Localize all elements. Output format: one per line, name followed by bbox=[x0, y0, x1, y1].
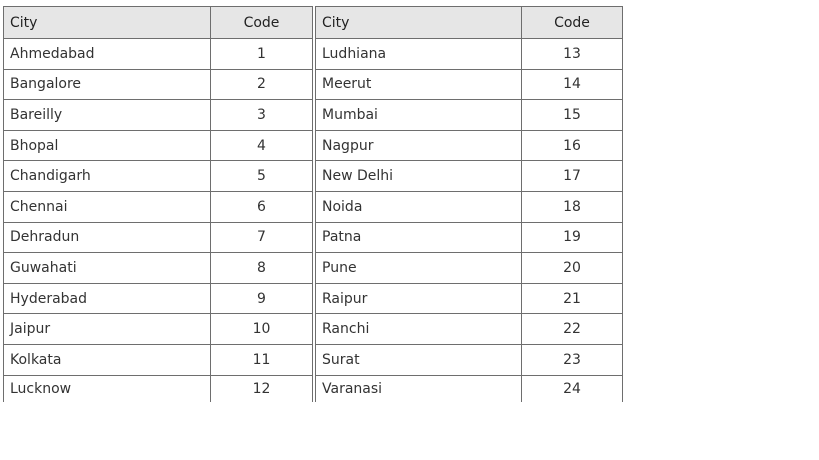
code-cell: 13 bbox=[522, 39, 623, 70]
table-row bbox=[4, 191, 313, 222]
code-cell: 10 bbox=[211, 314, 313, 345]
city-cell: Varanasi bbox=[316, 375, 522, 402]
code-cell: 16 bbox=[522, 130, 623, 161]
table-row bbox=[4, 222, 313, 253]
city-cell: Dehradun bbox=[4, 222, 211, 253]
code-cell: 12 bbox=[211, 375, 313, 402]
city-cell: Guwahati bbox=[4, 253, 211, 284]
code-cell: 1 bbox=[211, 39, 313, 70]
code-column-header: Code bbox=[211, 7, 313, 39]
code-column-header: Code bbox=[522, 7, 623, 39]
code-cell: 14 bbox=[522, 69, 623, 100]
code-cell: 8 bbox=[211, 253, 313, 284]
code-cell: 2 bbox=[211, 69, 313, 100]
city-code-table-left bbox=[3, 6, 313, 402]
table-row bbox=[316, 253, 623, 284]
city-cell: Kolkata bbox=[4, 344, 211, 375]
city-column-header: City bbox=[4, 7, 211, 39]
table-row bbox=[316, 191, 623, 222]
city-cell: Ludhiana bbox=[316, 39, 522, 70]
code-cell: 11 bbox=[211, 344, 313, 375]
city-cell: Chandigarh bbox=[4, 161, 211, 192]
city-cell: Chennai bbox=[4, 191, 211, 222]
table-row bbox=[4, 39, 313, 70]
table-row bbox=[4, 69, 313, 100]
code-cell: 23 bbox=[522, 344, 623, 375]
city-cell: Ranchi bbox=[316, 314, 522, 345]
table-row bbox=[4, 375, 313, 402]
table-row bbox=[4, 253, 313, 284]
code-cell: 24 bbox=[522, 375, 623, 402]
city-cell: Surat bbox=[316, 344, 522, 375]
city-cell: Bhopal bbox=[4, 130, 211, 161]
code-cell: 19 bbox=[522, 222, 623, 253]
code-cell: 3 bbox=[211, 100, 313, 131]
table-row bbox=[4, 344, 313, 375]
code-cell: 9 bbox=[211, 283, 313, 314]
city-cell: Mumbai bbox=[316, 100, 522, 131]
city-cell: Raipur bbox=[316, 283, 522, 314]
city-cell: Ahmedabad bbox=[4, 39, 211, 70]
city-cell: Bangalore bbox=[4, 69, 211, 100]
table-row bbox=[316, 100, 623, 131]
code-cell: 21 bbox=[522, 283, 623, 314]
city-column-header: City bbox=[316, 7, 522, 39]
table-row bbox=[316, 161, 623, 192]
city-cell: Patna bbox=[316, 222, 522, 253]
code-cell: 7 bbox=[211, 222, 313, 253]
code-cell: 4 bbox=[211, 130, 313, 161]
city-cell: Pune bbox=[316, 253, 522, 284]
table-row bbox=[4, 314, 313, 345]
city-code-table-right bbox=[315, 6, 623, 402]
table-row bbox=[4, 283, 313, 314]
table-row bbox=[316, 375, 623, 402]
table-row bbox=[316, 222, 623, 253]
header-row bbox=[4, 7, 313, 39]
code-cell: 6 bbox=[211, 191, 313, 222]
table-row bbox=[4, 161, 313, 192]
code-cell: 5 bbox=[211, 161, 313, 192]
code-cell: 18 bbox=[522, 191, 623, 222]
city-cell: Noida bbox=[316, 191, 522, 222]
table-row bbox=[4, 100, 313, 131]
city-cell: Meerut bbox=[316, 69, 522, 100]
table-row bbox=[316, 69, 623, 100]
city-cell: Nagpur bbox=[316, 130, 522, 161]
table-row bbox=[316, 344, 623, 375]
code-cell: 20 bbox=[522, 253, 623, 284]
table-row bbox=[4, 130, 313, 161]
table-row bbox=[316, 39, 623, 70]
city-cell: Bareilly bbox=[4, 100, 211, 131]
city-cell: Jaipur bbox=[4, 314, 211, 345]
city-cell: Hyderabad bbox=[4, 283, 211, 314]
city-cell: Lucknow bbox=[4, 375, 211, 402]
header-row bbox=[316, 7, 623, 39]
code-cell: 15 bbox=[522, 100, 623, 131]
city-cell: New Delhi bbox=[316, 161, 522, 192]
code-cell: 22 bbox=[522, 314, 623, 345]
table-row bbox=[316, 314, 623, 345]
table-row bbox=[316, 130, 623, 161]
table-row bbox=[316, 283, 623, 314]
code-cell: 17 bbox=[522, 161, 623, 192]
